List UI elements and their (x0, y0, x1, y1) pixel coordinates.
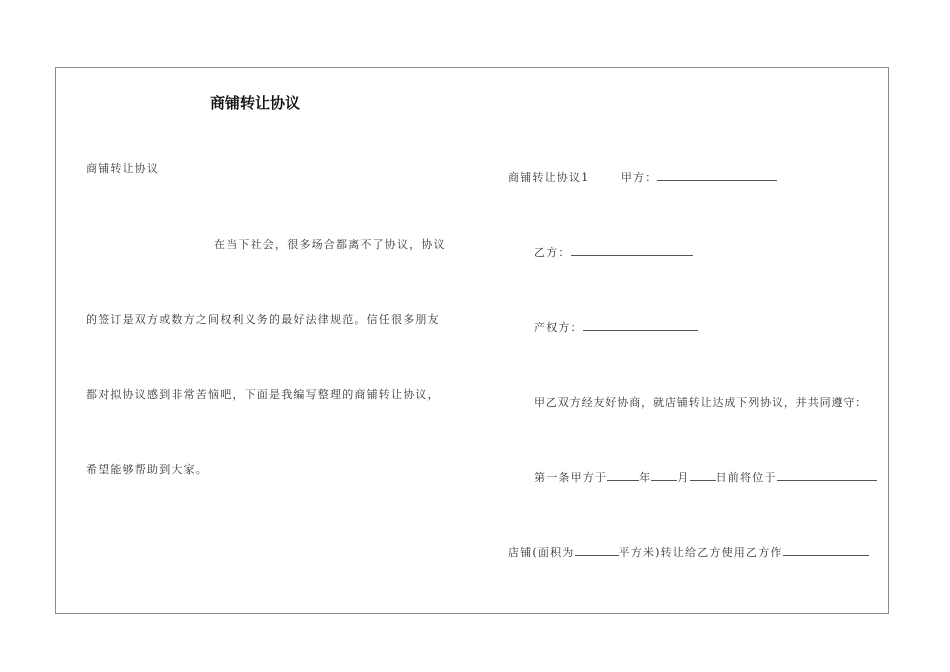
party-a-label: 甲方： (620, 171, 658, 184)
shop-area-prefix: 店铺(面积为 (508, 546, 575, 559)
area-blank (575, 544, 619, 556)
owner-label: 产权方： (534, 321, 583, 334)
owner-line (534, 319, 698, 335)
shop-area-suffix: 平方米)转让给乙方使用乙方作 (618, 546, 783, 559)
party-b-blank (571, 244, 693, 256)
intro-line-1: 在当下社会，很多场合都离不了协议，协议 (214, 238, 446, 251)
location-blank (777, 469, 877, 481)
month-label: 月 (677, 471, 690, 484)
party-b-label: 乙方： (534, 246, 571, 259)
party-a-blank (657, 169, 777, 181)
document-page (55, 67, 889, 614)
year-label: 年 (639, 471, 652, 484)
intro-line-2: 的签订是双方或数方之间权利义务的最好法律规范。信任很多朋友 (86, 313, 440, 326)
consensus-line: 甲乙双方经友好协商，就店铺转让达成下列协议，并共同遵守： (534, 396, 868, 409)
left-heading: 商铺转让协议 (86, 162, 160, 175)
intro-line-4: 希望能够帮助到大家。 (86, 463, 208, 476)
owner-blank (583, 319, 698, 331)
document-title: 商铺转让协议 (210, 94, 301, 112)
article1-prefix: 第一条甲方于 (534, 471, 608, 484)
party-b-line (534, 244, 693, 260)
year-blank (607, 469, 639, 481)
agreement-line (508, 169, 777, 185)
intro-line-3: 都对拟协议感到非常苦恼吧，下面是我编写整理的商铺转让协议， (86, 388, 440, 401)
article1-line (534, 469, 877, 485)
month-blank (651, 469, 677, 481)
day-blank (690, 469, 716, 481)
usage-blank (783, 544, 869, 556)
day-label: 日前将位于 (715, 471, 777, 484)
shop-area-line (508, 544, 869, 560)
agreement-label: 商铺转让协议1 (508, 171, 590, 184)
